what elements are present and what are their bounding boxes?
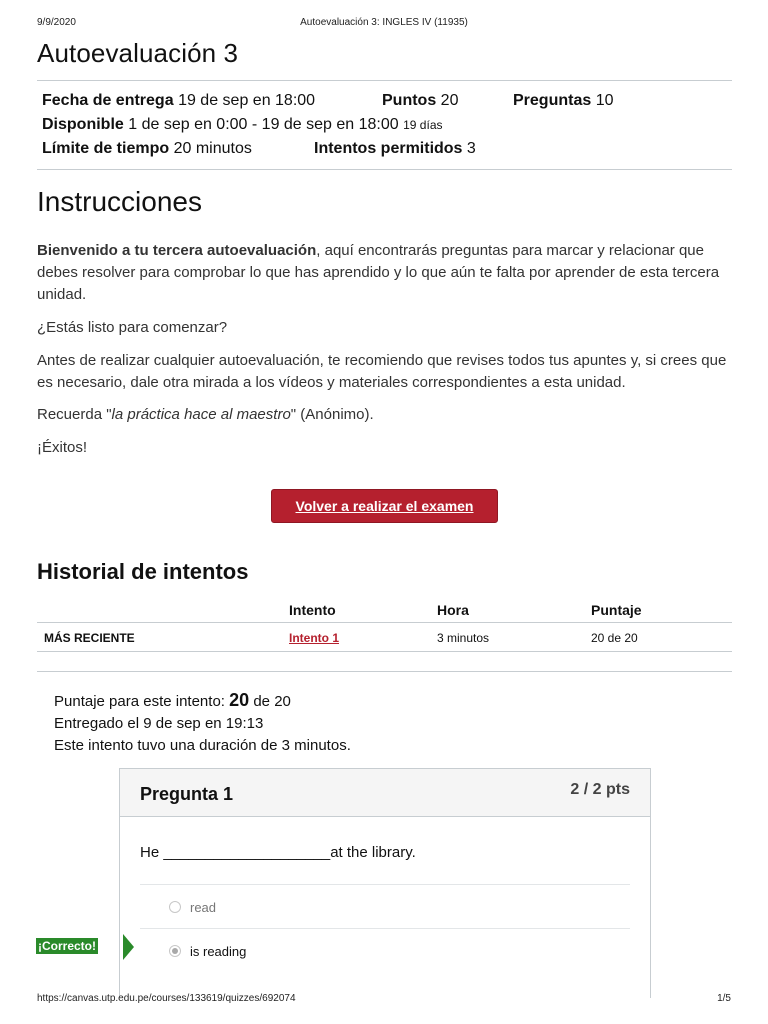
print-header — [37, 17, 731, 31]
quiz-time-limit — [42, 140, 252, 158]
question-points: 2 / 2 pts — [570, 781, 630, 798]
col-header-time: Hora — [437, 602, 469, 618]
quiz-title: Autoevaluación 3 — [37, 38, 239, 68]
quiz-questions — [513, 92, 614, 110]
attempt-time: 3 minutos — [437, 631, 490, 645]
score-label: Puntaje para este intento: — [54, 693, 225, 710]
due-label: Fecha de entrega — [42, 92, 174, 109]
attempt-link[interactable]: Intento 1 — [289, 631, 339, 645]
instructions-paragraph — [37, 240, 737, 306]
attempt-duration: Este intento tuvo una duración de 3 minutos. — [54, 737, 351, 754]
score-of: de 20 — [253, 693, 291, 710]
welcome-bold: Bienvenido a tu tercera autoevaluación — [37, 242, 317, 259]
answer-label: read — [190, 900, 217, 915]
answer-option-selected[interactable] — [140, 928, 630, 972]
radio-button-checked[interactable] — [169, 945, 181, 957]
points-label: Puntos — [382, 92, 437, 109]
print-url: https://canvas.utp.edu.pe/courses/133619/quizzes/692074 — [37, 993, 296, 1004]
good-luck-text: ¡Éxitos! — [37, 439, 88, 456]
divider — [37, 169, 732, 170]
time-limit-label: Límite de tiempo — [42, 140, 170, 157]
col-header-attempt: Intento — [289, 602, 336, 618]
submitted-date: Entregado el 9 de sep en 19:13 — [54, 715, 264, 732]
attempt-score: 20 de 20 — [591, 631, 638, 645]
answer-label: is reading — [190, 944, 247, 959]
answer-option[interactable] — [140, 884, 630, 928]
quiz-availability — [42, 116, 443, 134]
available-value: 1 de sep en 0:00 - 19 de sep en 18:00 — [128, 116, 399, 133]
attempts-label: Intentos permitidos — [314, 140, 463, 157]
history-table — [37, 596, 732, 652]
questions-value: 10 — [595, 92, 614, 109]
print-page-title: Autoevaluación 3: INGLES IV (11935) — [300, 17, 468, 28]
col-header-score: Puntaje — [591, 602, 642, 618]
attempt-score-summary — [54, 690, 291, 711]
ready-question: ¿Estás listo para comenzar? — [37, 319, 228, 336]
history-header-row — [37, 596, 732, 622]
quiz-due-date — [42, 92, 315, 110]
question-title: Pregunta 1 — [140, 784, 234, 804]
score-value: 20 — [229, 690, 250, 710]
print-footer — [37, 993, 731, 1007]
row-label: MÁS RECIENTE — [44, 631, 135, 645]
print-page-number: 1/5 — [717, 993, 731, 1004]
question-header — [120, 769, 650, 817]
question-card — [119, 768, 651, 998]
question-text: He ____________________at the library. — [140, 844, 416, 861]
available-label: Disponible — [42, 116, 124, 133]
quote-text: la práctica hace al maestro — [111, 406, 291, 423]
quote-paragraph: Recuerda "la práctica hace al maestro" (Anónimo). — [37, 406, 374, 423]
questions-label: Preguntas — [513, 92, 592, 109]
print-date: 9/9/2020 — [37, 17, 76, 28]
review-paragraph: Antes de realizar cualquier autoevaluación, te recomiendo que revises todos tus apuntes y, si crees que es necesario, dale otra mirada a los vídeos y materiales correspondientes a esta unidad. — [37, 352, 727, 391]
retake-quiz-button[interactable]: Volver a realizar el examen — [271, 489, 498, 523]
correct-badge: ¡Correcto! — [38, 939, 97, 953]
correct-arrow-icon — [123, 934, 134, 960]
divider — [37, 80, 732, 81]
history-heading: Historial de intentos — [37, 559, 249, 584]
table-row — [37, 622, 732, 652]
available-days: 19 días — [403, 118, 443, 132]
divider — [37, 671, 732, 672]
instructions-heading: Instrucciones — [37, 186, 202, 217]
welcome-text: , aquí encontrarás preguntas para marcar y relacionar que debes resolver para comprobar lo que has aprendido y lo que aún te falta por aprender de esta tercera unidad. — [37, 242, 720, 303]
attempts-value: 3 — [466, 140, 476, 157]
quiz-points — [382, 92, 458, 110]
radio-button[interactable] — [169, 901, 181, 913]
quiz-attempts-allowed — [314, 140, 476, 158]
points-value: 20 — [440, 92, 459, 109]
time-limit-value: 20 minutos — [173, 140, 252, 157]
due-value: 19 de sep en 18:00 — [178, 92, 316, 109]
